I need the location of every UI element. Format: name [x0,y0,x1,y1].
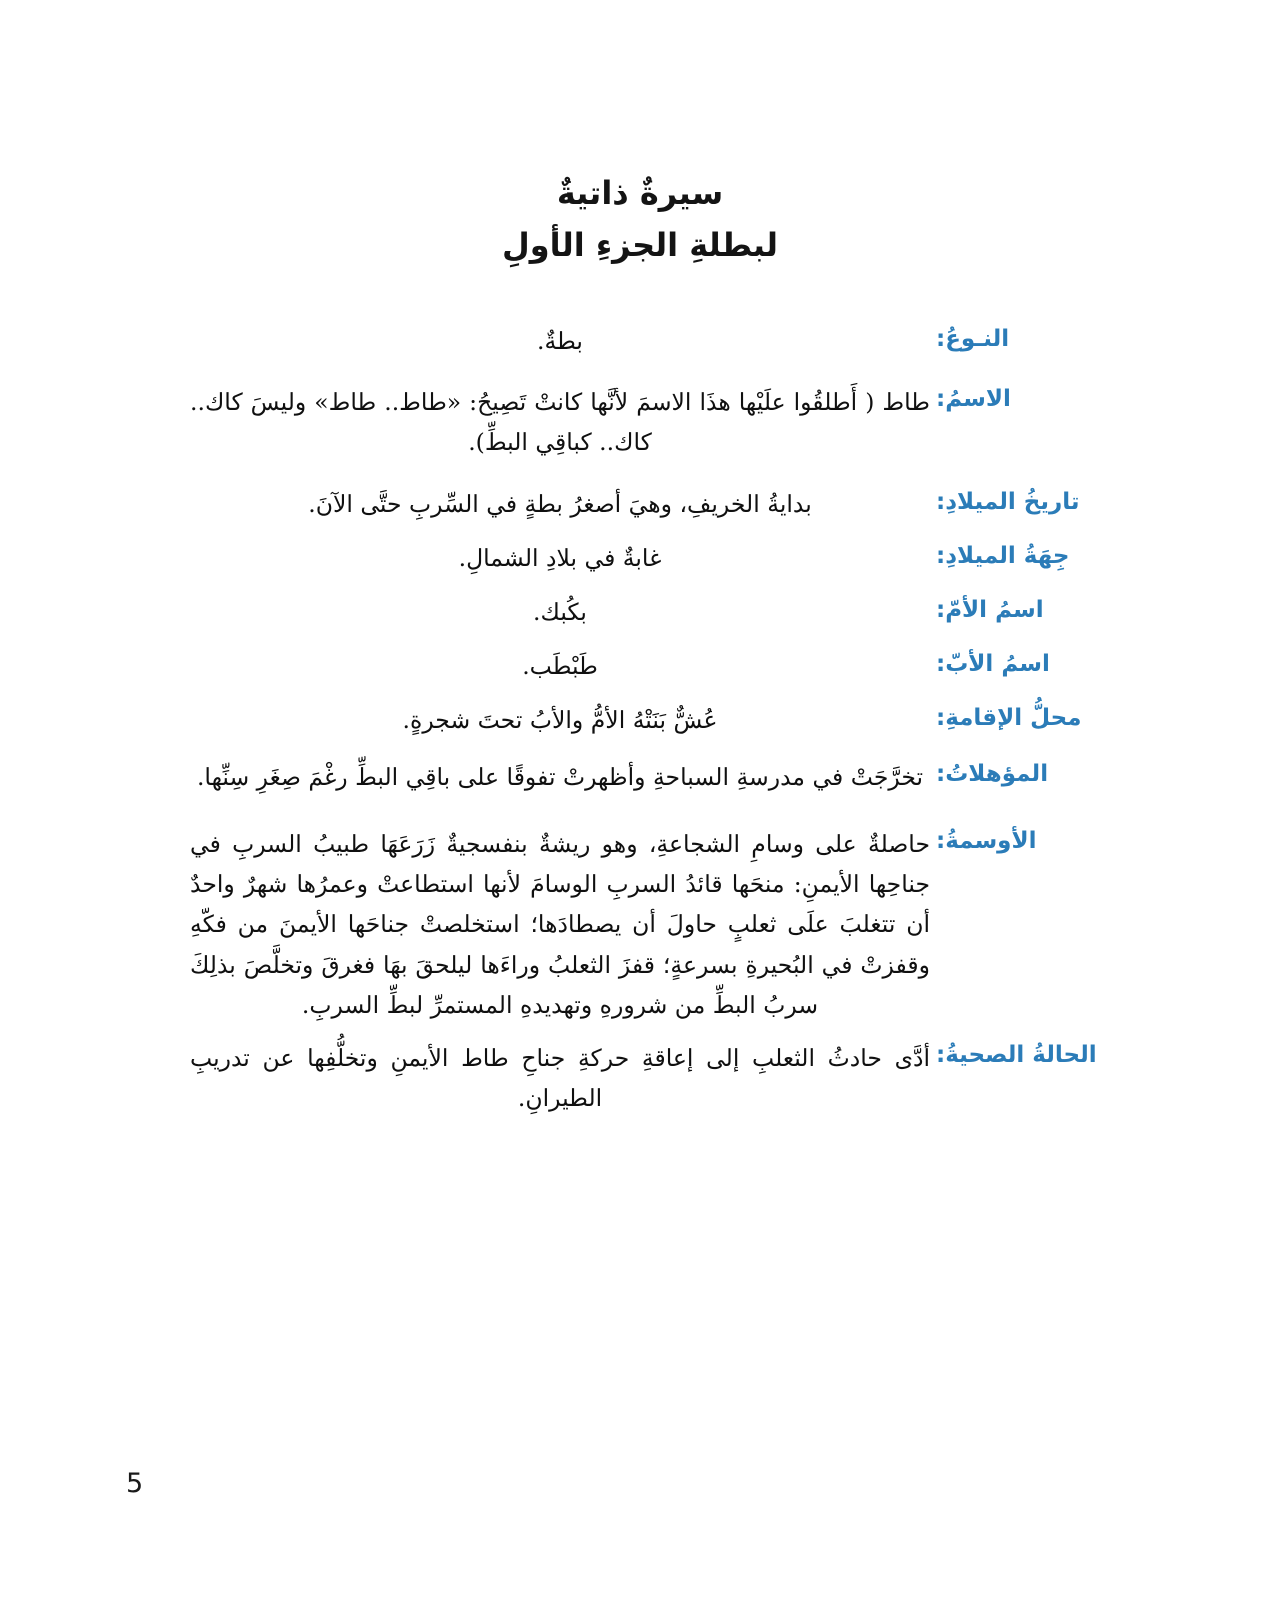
cv-value-medals: حاصلةٌ على وسامِ الشجاعةِ، وهو ريشةٌ بنفسجيةٌ زَرَعَهَا طبيبُ السربِ في جناحِها الأيمنِ: منحَها قائدُ السربِ الوسامَ لأنها استطاعتْ وعمرُها شهرٌ واحدٌ أن تتغلبَ علَى ثعلبٍ حاولَ أن يصطادَها؛ استخلصتْ جناحَها الأيمنَ من فكّهِ وقفزتْ في البُحيرةِ بسرعةٍ؛ قفزَ الثعلبُ وراءَها ليلحقَ بهَا فغرقَ وتخلَّصَ بذلِكَ سربُ البطِّ من شرورهِ وتهديدهِ المستمرِّ لبطِّ السربِ. [190,829,930,1020]
page-title [0,168,1280,272]
cv-label-health-status: الحالةُ الصحيةُ: [936,1041,1097,1068]
cv-row-health-status [168,1038,1112,1119]
cv-row-date-of-birth [168,485,1112,523]
cv-value-health-status: أدَّى حادثُ الثعلبِ إلى إعاقةِ حركةِ جناحِ طاط الأيمنِ وتخلُّفِها عن تدريبِ الطيرانِ. [190,1043,930,1113]
cv-value-father-name: طَبْطَب. [522,652,598,681]
cv-label-father-name: اسمُ الأبّ: [936,651,1050,678]
cv-value-mother-name: بكُبك. [533,598,587,626]
cv-row-qualifications [168,757,1112,797]
cv-label-residence: محلُّ الإقامةِ: [936,705,1082,732]
cv-label-place-of-birth: جِهَةُ الميلادِ: [936,542,1070,569]
title-line-2: لبطلةِ الجزءِ الأولِ [502,225,778,264]
cv-label-name: الاسمُ: [936,386,1011,413]
cv-value-date-of-birth: بدايةُ الخريفِ، وهيَ أصغرُ بطةٍ في السِّربِ حتَّى الآنَ. [308,489,812,518]
page-number: 5 [126,1468,144,1499]
cv-row-father-name [168,647,1112,685]
cv-row-place-of-birth [168,539,1112,577]
cv-value-residence: عُشٌّ بَنَتْهُ الأمُّ والأبُ تحتَ شجرةٍ. [402,706,718,735]
cv-field-list [168,322,1112,1118]
cv-label-mother-name: اسمُ الأمّ: [936,597,1044,623]
cv-value-place-of-birth: غابةٌ في بلادِ الشمالِ. [458,543,662,572]
cv-row-name [168,382,1112,463]
cv-label-medals: الأوسمةُ: [936,827,1037,854]
title-line-1: سيرةٌ ذاتيةٌ [556,174,724,212]
cv-row-type [168,322,1112,360]
cv-label-date-of-birth: تاريخُ الميلادِ: [936,488,1080,515]
cv-label-qualifications: المؤهلاتُ: [936,761,1049,788]
cv-value-type: بطةٌ. [537,327,583,355]
cv-value-name: طاط ( أَطلقُوا علَيْها هذَا الاسمَ لأنَّها كانتْ تَصِيحُ: «طاط.. طاط» وليسَ كاك.. كاك.. كباقِي البطِّ). [190,388,930,457]
cv-value-qualifications: تخرَّجَتْ في مدرسةِ السباحةِ وأظهرتْ تفوقًا على باقِي البطِّ رغْمَ صِغَرِ سِنِّها. [196,763,924,792]
cv-label-type: النـوعُ: [936,326,1010,352]
cv-row-mother-name [168,593,1112,631]
cv-row-residence [168,701,1112,739]
cv-row-medals [168,824,1112,1026]
